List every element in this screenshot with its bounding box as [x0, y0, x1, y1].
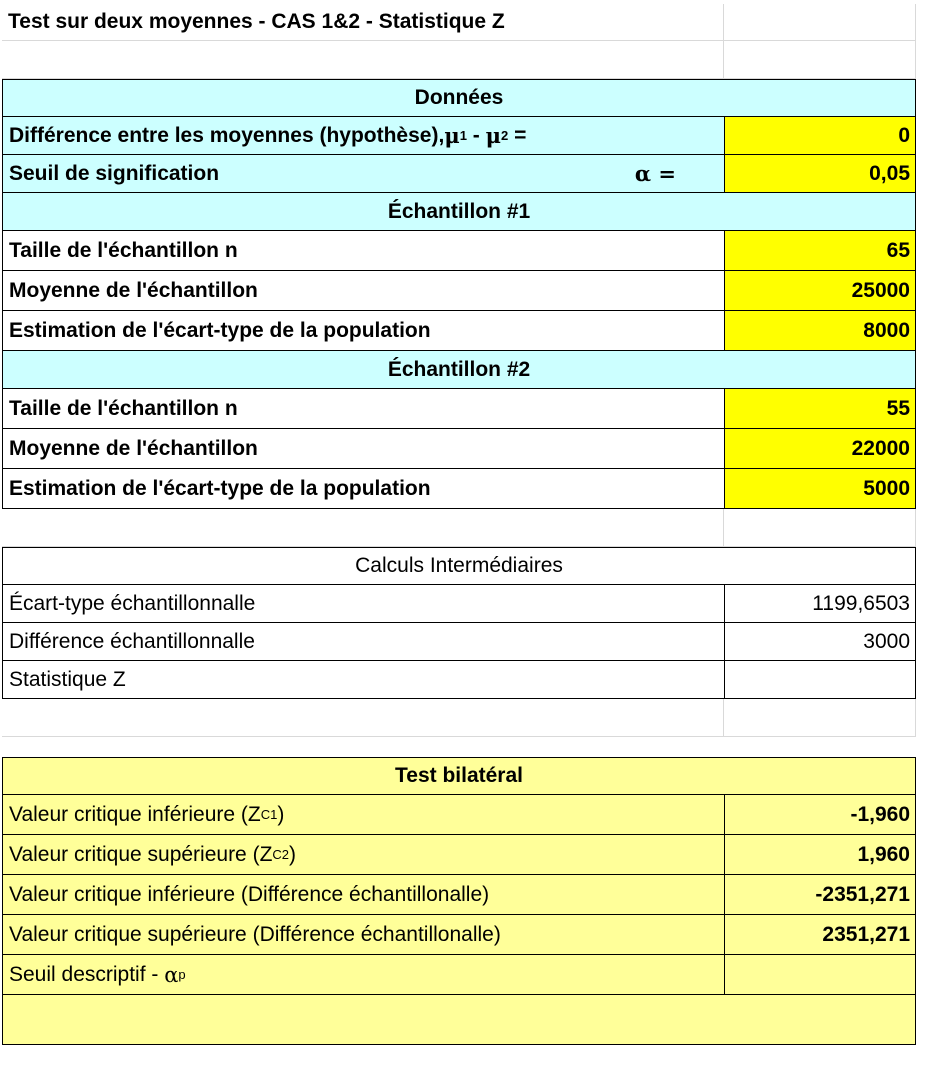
- minus-sign: -: [466, 123, 486, 147]
- empty-cell[interactable]: [724, 41, 916, 79]
- test-zc1-label[interactable]: Valeur critique inférieure (Z C1 ): [2, 795, 724, 835]
- diff-label-cell[interactable]: Différence entre les moyennes (hypothèse), μ 1 - μ 2 =: [2, 117, 724, 155]
- seuil-label: Seuil de signification: [9, 161, 220, 185]
- calc-z-value[interactable]: [724, 661, 916, 699]
- e2-ecart-row: [2, 469, 916, 509]
- spacer-row: [2, 41, 916, 79]
- calc-z-row: [2, 661, 916, 699]
- calc-ecart-label[interactable]: Écart-type échantillonnalle: [2, 585, 724, 623]
- test-sup-diff-label[interactable]: Valeur critique supérieure (Différence échantillonalle): [2, 915, 724, 955]
- empty-cell[interactable]: [2, 699, 724, 737]
- calc-diff-label[interactable]: Différence échantillonnalle: [2, 623, 724, 661]
- e2-moyenne-label[interactable]: Moyenne de l'échantillon: [2, 429, 724, 469]
- equals-sign: =: [508, 123, 527, 147]
- e2-moyenne-value[interactable]: 22000: [724, 429, 916, 469]
- e1-ecart-label[interactable]: Estimation de l'écart-type de la population: [2, 311, 724, 351]
- sheet-title[interactable]: Test sur deux moyennes - CAS 1&2 - Statistique Z: [2, 4, 724, 41]
- e1-ecart-value[interactable]: 8000: [724, 311, 916, 351]
- alpha-symbol: α: [164, 962, 179, 987]
- empty-cell[interactable]: [724, 699, 916, 737]
- seuil-desc-text: Seuil descriptif -: [9, 962, 165, 986]
- empty-cell[interactable]: [3, 995, 915, 1044]
- test-inf-diff-value[interactable]: -2351,271: [724, 875, 916, 915]
- spacer-row: [2, 699, 916, 737]
- diff-label: Différence entre les moyennes (hypothèse),: [9, 123, 445, 147]
- test-footer-row: [2, 995, 916, 1045]
- zc1-text: Valeur critique inférieure (Z: [9, 802, 261, 826]
- echantillon2-header-row: [2, 351, 916, 389]
- calc-diff-value[interactable]: 3000: [724, 623, 916, 661]
- calc-z-label[interactable]: Statistique Z: [2, 661, 724, 699]
- alpha-symbol: α =: [634, 161, 676, 186]
- diff-row: [2, 117, 916, 155]
- zc2-close: ): [289, 842, 297, 866]
- test-seuil-label[interactable]: Seuil descriptif - α p: [2, 955, 724, 995]
- e2-moyenne-row: [2, 429, 916, 469]
- zc1-close: ): [277, 802, 285, 826]
- seuil-label-cell[interactable]: [2, 155, 724, 193]
- empty-cell[interactable]: [2, 41, 724, 79]
- e2-ecart-label[interactable]: Estimation de l'écart-type de la population: [2, 469, 724, 509]
- echantillon2-header[interactable]: Échantillon #2: [387, 357, 531, 381]
- calculs-header[interactable]: Calculs Intermédiaires: [355, 554, 563, 577]
- e1-moyenne-label[interactable]: Moyenne de l'échantillon: [2, 271, 724, 311]
- test-zc1-row: [2, 795, 916, 835]
- test-seuil-row: [2, 955, 916, 995]
- diff-value[interactable]: 0: [724, 117, 916, 155]
- calc-diff-row: [2, 623, 916, 661]
- title-row: [2, 4, 916, 41]
- e1-moyenne-row: [2, 271, 916, 311]
- e2-ecart-value[interactable]: 5000: [724, 469, 916, 509]
- e1-taille-label[interactable]: Taille de l'échantillon n: [2, 231, 724, 271]
- echantillon1-header-row: [2, 193, 916, 231]
- empty-cell[interactable]: [724, 509, 916, 547]
- mu-symbol-2: μ: [485, 123, 501, 148]
- donnees-header[interactable]: Données: [414, 86, 504, 109]
- e2-taille-row: [2, 389, 916, 429]
- test-sup-diff-row: [2, 915, 916, 955]
- test-inf-diff-label[interactable]: Valeur critique inférieure (Différence échantillonalle): [2, 875, 724, 915]
- seuil-value[interactable]: 0,05: [724, 155, 916, 193]
- test-zc1-value[interactable]: -1,960: [724, 795, 916, 835]
- test-zc2-label[interactable]: Valeur critique supérieure (Z C2 ): [2, 835, 724, 875]
- e2-taille-label[interactable]: Taille de l'échantillon n: [2, 389, 724, 429]
- test-zc2-value[interactable]: 1,960: [724, 835, 916, 875]
- e2-taille-value[interactable]: 55: [724, 389, 916, 429]
- test-header-row: [2, 757, 916, 795]
- e1-taille-row: [2, 231, 916, 271]
- e1-ecart-row: [2, 311, 916, 351]
- spacer-row: [2, 509, 916, 547]
- test-inf-diff-row: [2, 875, 916, 915]
- title-empty-cell[interactable]: [724, 4, 916, 41]
- calc-ecart-value[interactable]: 1199,6503: [724, 585, 916, 623]
- test-sup-diff-value[interactable]: 2351,271: [724, 915, 916, 955]
- empty-cell[interactable]: [2, 509, 724, 547]
- mu-symbol: μ: [444, 123, 460, 148]
- donnees-header-row: [2, 79, 916, 117]
- e1-moyenne-value[interactable]: 25000: [724, 271, 916, 311]
- test-seuil-value[interactable]: [724, 955, 916, 995]
- e1-taille-value[interactable]: 65: [724, 231, 916, 271]
- seuil-row: [2, 155, 916, 193]
- test-zc2-row: [2, 835, 916, 875]
- calculs-header-row: [2, 547, 916, 585]
- calc-ecart-row: [2, 585, 916, 623]
- test-header[interactable]: Test bilatéral: [395, 764, 523, 787]
- echantillon1-header[interactable]: Échantillon #1: [387, 199, 531, 223]
- zc2-text: Valeur critique supérieure (Z: [9, 842, 273, 866]
